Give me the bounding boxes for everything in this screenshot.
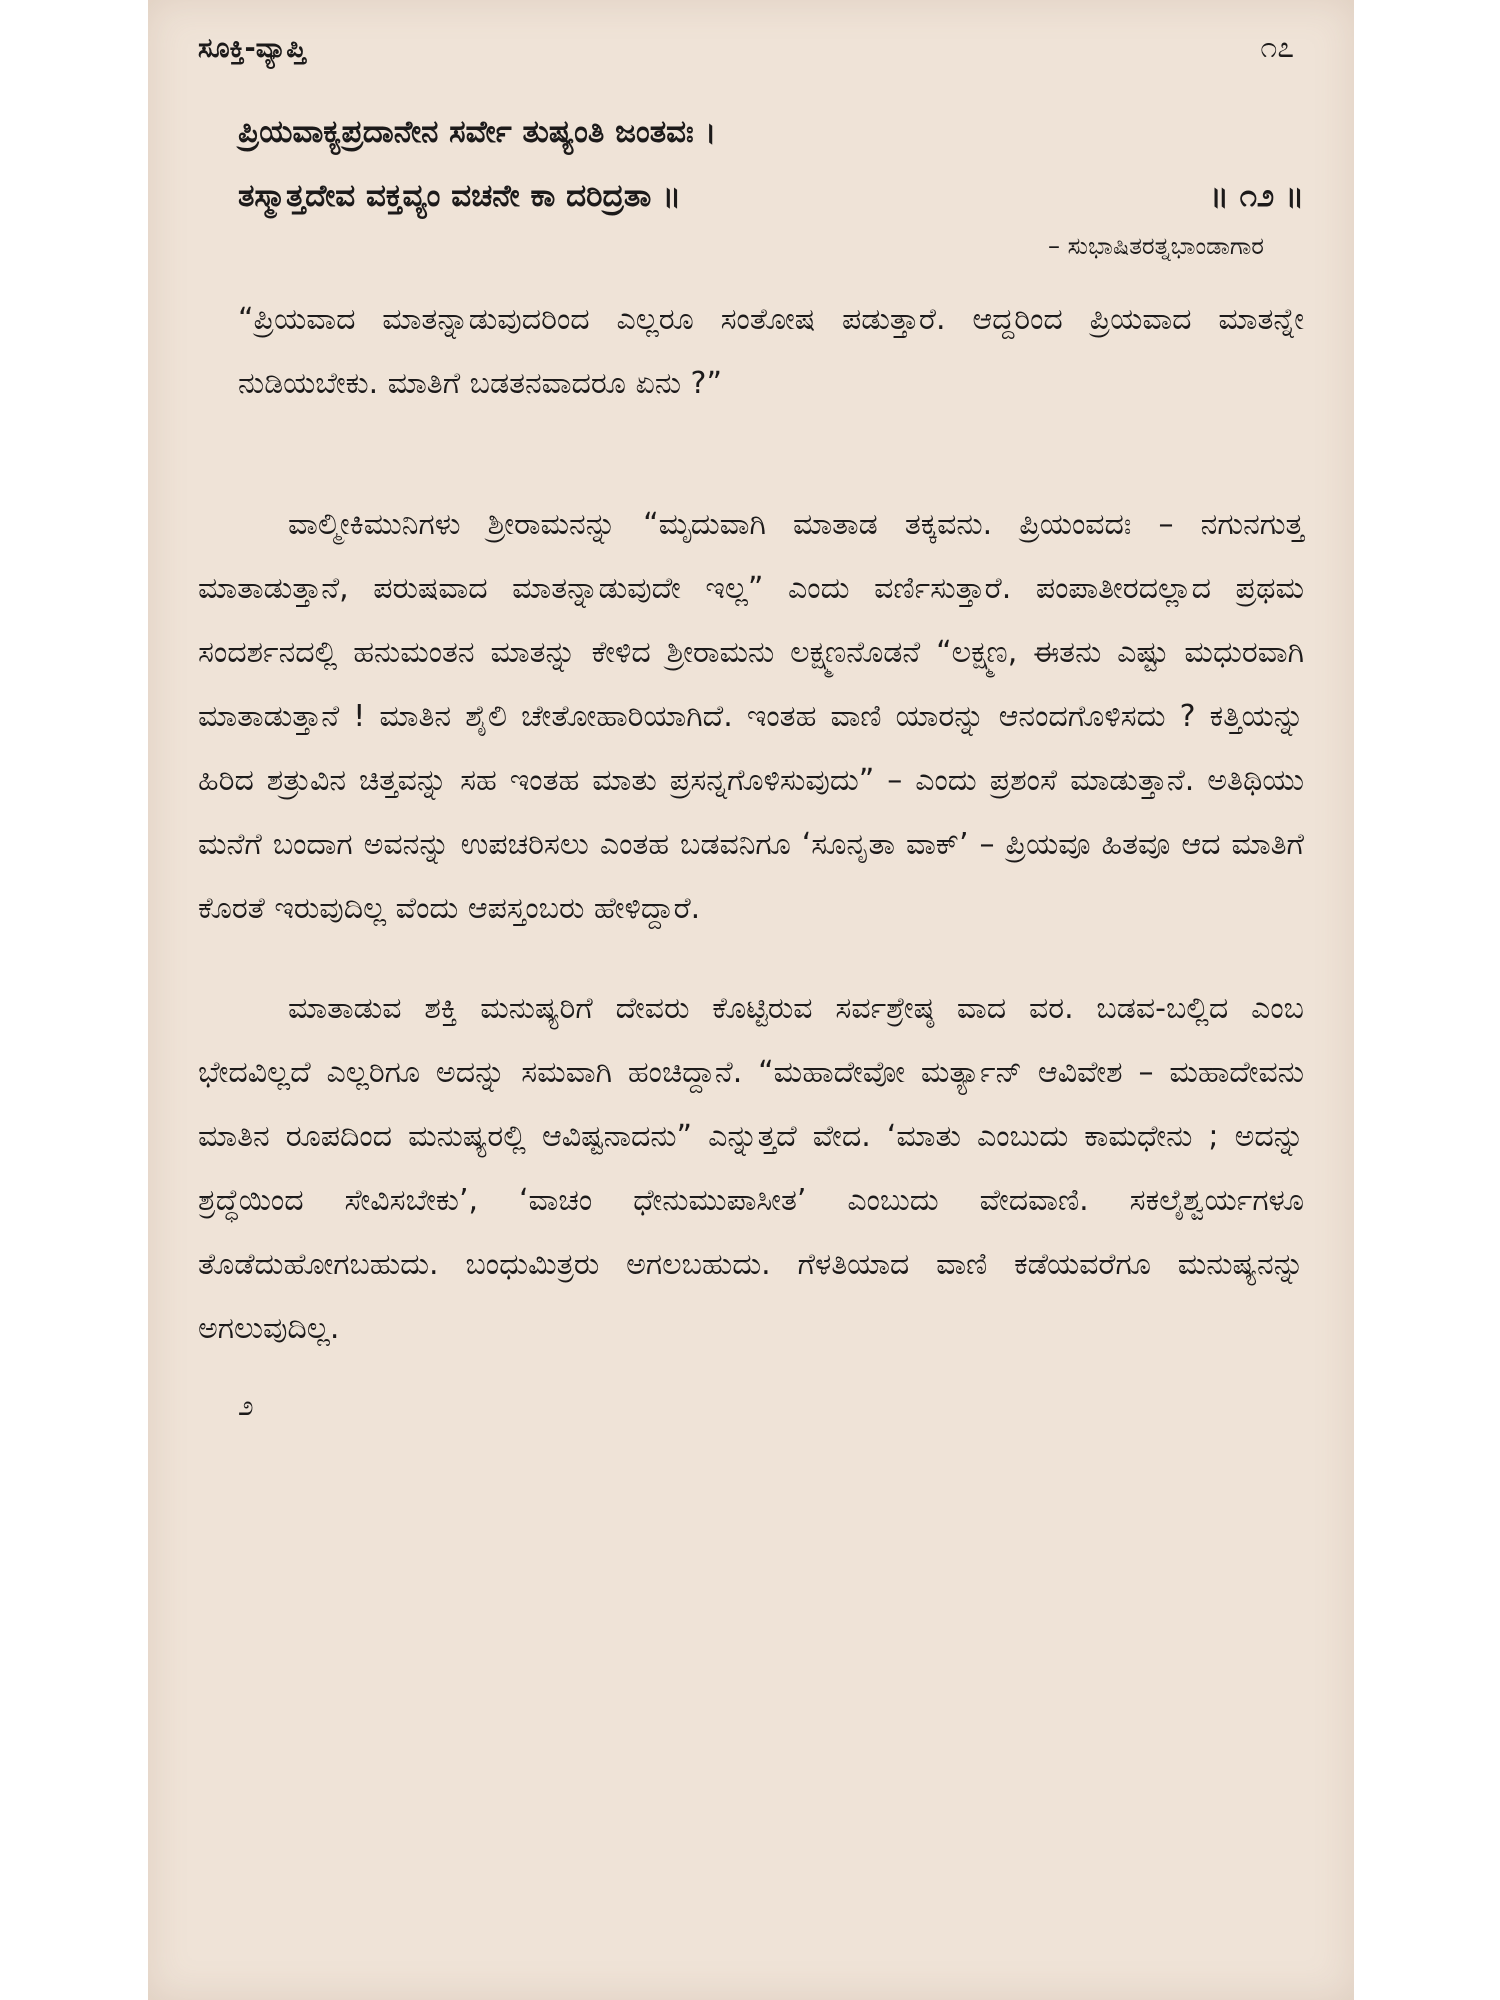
book-page (148, 0, 1354, 2000)
verse-line-2-row (238, 164, 1304, 228)
sanskrit-verse (238, 100, 1304, 228)
verse-line-2: ತಸ್ಮಾತ್ತದೇವ ವಕ್ತವ್ಯಂ ವಚನೇ ಕಾ ದರಿದ್ರತಾ ॥ (238, 178, 682, 214)
running-header (198, 30, 1304, 100)
verse-number: ॥ ೧೨ ॥ (1209, 178, 1304, 214)
verse-source: – ಸುಭಾಷಿತರತ್ನಭಾಂಡಾಗಾರ (1048, 232, 1264, 260)
page-content (198, 30, 1304, 1423)
paragraph-1: ವಾಲ್ಮೀಕಿಮುನಿಗಳು ಶ್ರೀರಾಮನನ್ನು “ಮೃದುವಾಗಿ ಮಾತಾಡ ತಕ್ಕವನು. ಪ್ರಿಯಂವದಃ – ನಗುನಗುತ್ತ ಮಾತಾಡುತ್ತಾನೆ, ಪರುಷವಾದ ಮಾತನ್ನಾಡುವುದೇ ಇಲ್ಲ” ಎಂದು ವರ್ಣಿಸುತ್ತಾರೆ. ಪಂಪಾತೀರದಲ್ಲಾದ ಪ್ರಥಮ ಸಂದರ್ಶನದಲ್ಲಿ ಹನುಮಂತನ ಮಾತನ್ನು ಕೇಳಿದ ಶ್ರೀರಾಮನು ಲಕ್ಷ್ಮಣನೊಡನೆ “ಲಕ್ಷ್ಮಣ, ಈತನು ಎಷ್ಟು ಮಧುರವಾಗಿ ಮಾತಾಡುತ್ತಾನೆ ! ಮಾತಿನ ಶೈಲಿ ಚೇತೋಹಾರಿಯಾಗಿದೆ. ಇಂತಹ ವಾಣಿ ಯಾರನ್ನು ಆನಂದಗೊಳಿಸದು ? ಕತ್ತಿಯನ್ನು ಹಿರಿದ ಶತ್ರುವಿನ ಚಿತ್ತವನ್ನು ಸಹ ಇಂತಹ ಮಾತು ಪ್ರಸನ್ನಗೊಳಿಸುವುದು” – ಎಂದು ಪ್ರಶಂಸೆ ಮಾಡುತ್ತಾನೆ. ಅತಿಥಿಯು ಮನೆಗೆ ಬಂದಾಗ ಅವನನ್ನು ಉಪಚರಿಸಲು ಎಂತಹ ಬಡವನಿಗೂ ‘ಸೂನೃತಾ ವಾಕ್’ – ಪ್ರಿಯವೂ ಹಿತವೂ ಆದ ಮಾತಿಗೆ ಕೊರತೆ ಇರುವುದಿಲ್ಲ ವೆಂದು ಆಪಸ್ತಂಬರು ಹೇಳಿದ್ದಾರೆ. (198, 507, 1304, 926)
page-number: ೧೭ (1260, 30, 1294, 65)
signature-mark: ೨ (238, 1389, 254, 1422)
paragraph-2: ಮಾತಾಡುವ ಶಕ್ತಿ ಮನುಷ್ಯರಿಗೆ ದೇವರು ಕೊಟ್ಟಿರುವ ಸರ್ವಶ್ರೇಷ್ಠ ವಾದ ವರ. ಬಡವ-ಬಲ್ಲಿದ ಎಂಬ ಭೇದವಿಲ್ಲದೆ ಎಲ್ಲರಿಗೂ ಅದನ್ನು ಸಮವಾಗಿ ಹಂಚಿದ್ದಾನೆ. “ಮಹಾದೇವೋ ಮರ್ತ್ಯಾನ್ ಆವಿವೇಶ – ಮಹಾದೇವನು ಮಾತಿನ ರೂಪದಿಂದ ಮನುಷ್ಯರಲ್ಲಿ ಆವಿಷ್ಟನಾದನು” ಎನ್ನುತ್ತದೆ ವೇದ. ‘ಮಾತು ಎಂಬುದು ಕಾಮಧೇನು ; ಅದನ್ನು ಶ್ರದ್ಧೆಯಿಂದ ಸೇವಿಸಬೇಕು’, ‘ವಾಚಂ ಧೇನುಮುಪಾಸೀತ’ ಎಂಬುದು ವೇದವಾಣಿ. ಸಕಲೈಶ್ವರ್ಯಗಳೂ ತೊಡೆದುಹೋಗಬಹುದು. ಬಂಧುಮಿತ್ರರು ಅಗಲಬಹುದು. ಗೆಳತಿಯಾದ ವಾಣಿ ಕಡೆಯವರೆಗೂ ಮನುಷ್ಯನನ್ನು ಅಗಲುವುದಿಲ್ಲ. (198, 991, 1304, 1346)
verse-translation: “ಪ್ರಿಯವಾದ ಮಾತನ್ನಾಡುವುದರಿಂದ ಎಲ್ಲರೂ ಸಂತೋಷ ಪಡುತ್ತಾರೆ. ಆದ್ದರಿಂದ ಪ್ರಿಯವಾದ ಮಾತನ್ನೇ ನುಡಿಯಬೇಕು. ಮಾತಿಗೆ ಬಡತನವಾದರೂ ಏನು ?” (238, 302, 1304, 401)
running-title: ಸೂಕ್ತಿ-ವ್ಯಾಪ್ತಿ (198, 33, 306, 64)
verse-line-1: ಪ್ರಿಯವಾಕ್ಯಪ್ರದಾನೇನ ಸರ್ವೇ ತುಷ್ಯಂತಿ ಜಂತವಃ । (238, 114, 717, 150)
